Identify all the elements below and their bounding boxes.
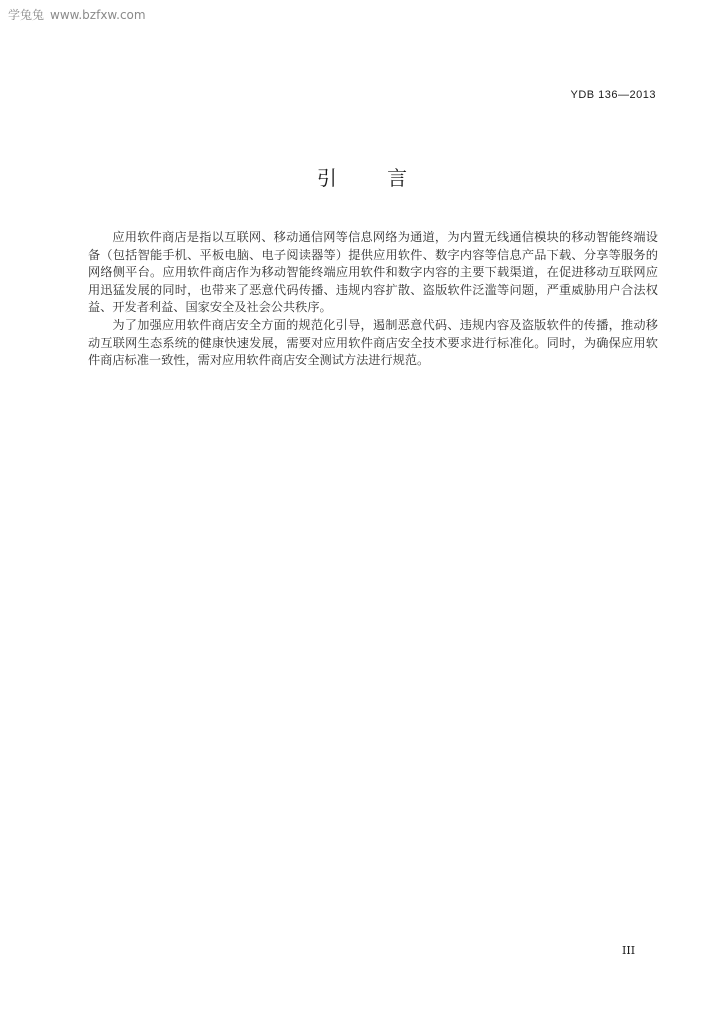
paragraph-2: 为了加强应用软件商店安全方面的规范化引导，遏制恶意代码、违规内容及盗版软件的传播，推动移动互联网生态系统的健康快速发展，需要对应用软件商店安全技术要求进行标准化。同时，为确保应用软件商店标准一致性，需对应用软件商店安全测试方法进行规范。 — [88, 317, 658, 368]
paragraph-1: 应用软件商店是指以互联网、移动通信网等信息网络为通道，为内置无线通信模块的移动智能终端设备（包括智能手机、平板电脑、电子阅读器等）提供应用软件、数字内容等信息产品下载、分享等服务的网络侧平台。应用软件商店作为移动智能终端应用软件和数字内容的主要下载渠道，在促进移动互联网应用迅猛发展的同时，也带来了恶意代码传播、违规内容扩散、盗版软件泛滥等问题，严重威胁用户合法权益、开发者利益、国家安全及社会公共秩序。 — [88, 230, 658, 315]
watermark — [8, 6, 146, 23]
page-title: 引 言 — [316, 166, 430, 190]
page-number: III — [622, 944, 636, 957]
body-text — [88, 229, 658, 370]
watermark-site: www.bzfxw.com — [50, 8, 146, 22]
watermark-brand: 学兔兔 — [8, 8, 45, 22]
document-code: YDB 136—2013 — [570, 89, 656, 101]
